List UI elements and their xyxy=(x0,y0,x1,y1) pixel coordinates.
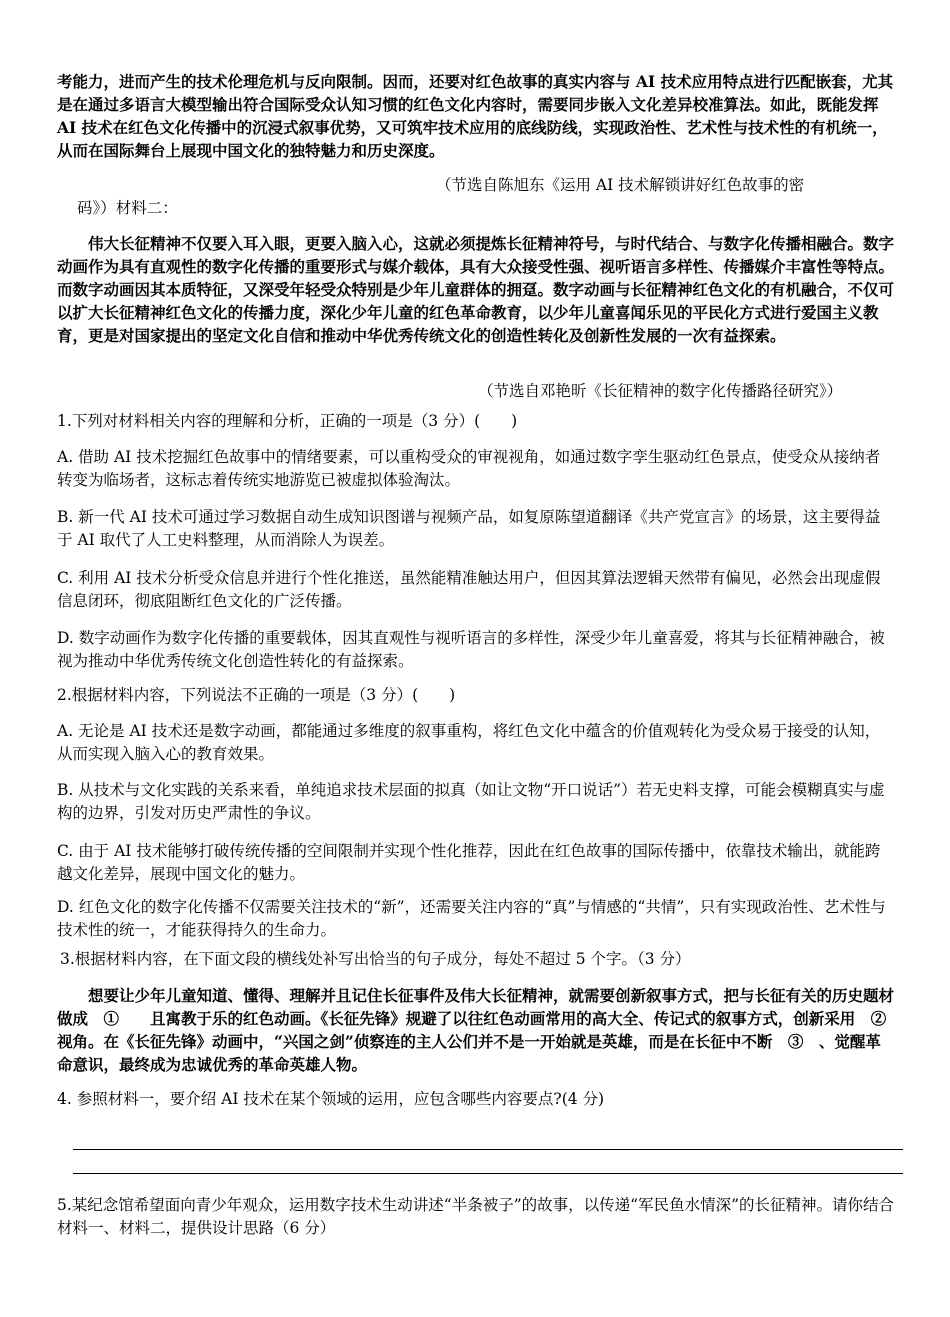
question-2-option-d: D. 红色文化的数字化传播不仅需要关注技术的“新”，还需要关注内容的“真”与情感的“共情”，只有实现政治性、艺术性与技术性的统一，才能获得持久的生命力。 xyxy=(57,898,886,939)
material1-ending: 考能力，进而产生的技术伦理危机与反向限制。因而，还要对红色故事的真实内容与 AI 技术应用特点进行匹配嵌套，尤其是在通过多语言大模型输出符合国际受众认知习惯的红色文化内容时，需要同步嵌入文化差异校准算法。如此，既能发挥 AI 技术在红色文化传播中的沉浸式叙事优势，又可筑牢技术应用的底线防线，实现政治性、艺术性与技术性的有机统一，从而在国际舞台上展现中国文化的独特魅力和历史深度。 xyxy=(57,72,894,160)
answer-line-1[interactable] xyxy=(73,1149,903,1150)
question-3-stem: 3.根据材料内容，在下面文段的横线处补写出恰当的句子成分，每处不超过 5 个字。（3 分） xyxy=(60,950,691,968)
question-1-stem: 1.下列对材料相关内容的理解和分析，正确的一项是（3 分）( ) xyxy=(57,412,518,430)
question-1-option-b: B. 新一代 AI 技术可通过学习数据自动生成知识图谱与视频产品，如复原陈望道翻译《共产党宣言》的场景，这主要得益于 AI 取代了人工史料整理，从而消除人为误差。 xyxy=(57,508,881,549)
question-3-passage: 想要让少年儿童知道、懂得、理解并且记住长征事件及伟大长征精神，就需要创新叙事方式，把与长征有关的历史题材做成 ① 且寓教于乐的红色动画。《长征先锋》规避了以往红色动画常用的高大全、传记式的叙事方式，创新采用 ② 视角。在《长征先锋》动画中，“兴国之剑”侦察连的主人公们并不是一开始就是英雄，而是在长征中不断 ③ 、觉醒革命意识，最终成为忠诚优秀的革命英雄人物。 xyxy=(57,986,918,1074)
question-5-stem: 5.某纪念馆希望面向青少年观众，运用数字技术生动讲述“半条被子”的故事，以传递“军民鱼水情深”的长征精神。请你结合材料一、材料二，提供设计思路（6 分） xyxy=(57,1196,894,1237)
question-4-stem: 4. 参照材料一，要介绍 AI 技术在某个领域的运用，应包含哪些内容要点?(4 分) xyxy=(57,1090,605,1108)
question-1-option-d: D. 数字动画作为数字化传播的重要载体，因其直观性与视听语言的多样性，深受少年儿童喜爱，将其与长征精神融合，被视为推动中华优秀传统文化创造性转化的有益探索。 xyxy=(57,629,885,670)
question-2-option-a: A. 无论是 AI 技术还是数字动画，都能通过多维度的叙事重构，将红色文化中蕴含的价值观转化为受众易于接受的认知，从而实现入脑入心的教育效果。 xyxy=(57,722,881,763)
question-1-option-c: C. 利用 AI 技术分析受众信息并进行个性化推送，虽然能精准触达用户，但因其算法逻辑天然带有偏见，必然会出现虚假信息闭环，彻底阻断红色文化的广泛传播。 xyxy=(57,569,881,610)
source-citation-2: （节选自邓艳昕《长征精神的数字化传播路径研究》） xyxy=(478,382,843,400)
question-2-option-b: B. 从技术与文化实践的关系来看，单纯追求技术层面的拟真（如让文物“开口说话”）若无史料支撑，可能会模糊真实与虚构的边界，引发对历史严肃性的争议。 xyxy=(57,781,885,822)
answer-line-2[interactable] xyxy=(73,1173,903,1174)
question-2-stem: 2.根据材料内容，下列说法不正确的一项是（3 分）( ) xyxy=(57,686,456,704)
source-citation-1-cont: 码》）材料二： xyxy=(77,199,178,217)
question-2-option-c: C. 由于 AI 技术能够打破传统传播的空间限制并实现个性化推荐，因此在红色故事的国际传播中，依靠技术输出，就能跨越文化差异，展现中国文化的魅力。 xyxy=(57,842,881,883)
source-citation-1: （节选自陈旭东《运用 AI 技术解锁讲好红色故事的密 xyxy=(436,176,805,194)
question-1-option-a: A. 借助 AI 技术挖掘红色故事中的情绪要素，可以重构受众的审视视角，如通过数字孪生驱动红色景点，使受众从接纳者转变为临场者，这标志着传统实地游览已被虚拟体验淘汰。 xyxy=(57,448,881,489)
material2-text: 伟大长征精神不仅要入耳入眼，更要入脑入心，这就必须提炼长征精神符号，与时代结合、与数字化传播相融合。数字动画作为具有直观性的数字化传播的重要形式与媒介载体，具有大众接受性强、视听语言多样性、传播媒介丰富性等特点。而数字动画因其本质特征，又深受年轻受众特别是少年儿童群体的拥趸。数字动画与长征精神红色文化的有机融合，不仅可以扩大长征精神红色文化的传播力度，深化少年儿童的红色革命教育，以少年儿童喜闻乐见的平民化方式进行爱国主义教育，更是对国家提出的坚定文化自信和推动中华优秀传统文化的创造性转化及创新性发展的一次有益探索。 xyxy=(57,234,895,345)
